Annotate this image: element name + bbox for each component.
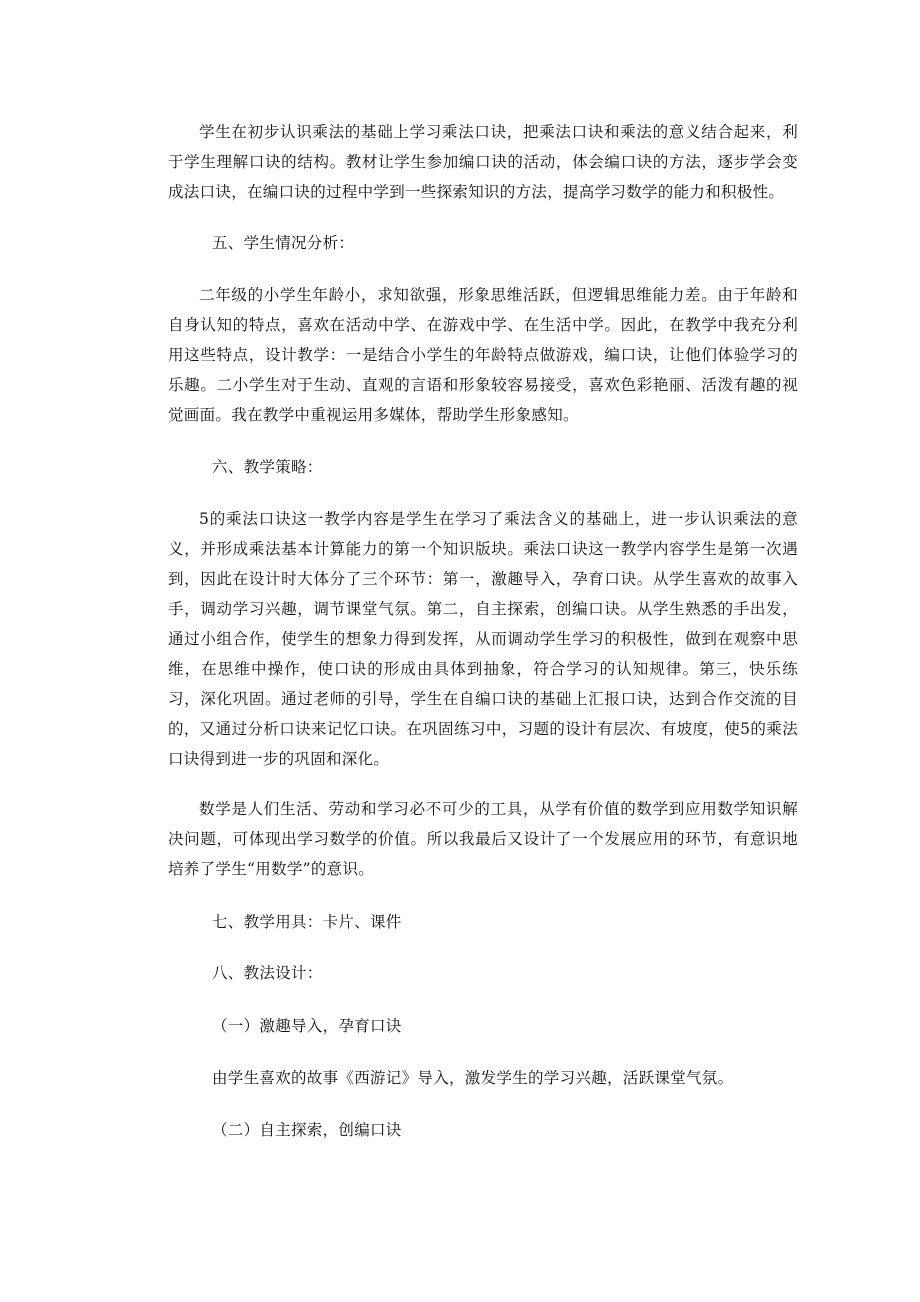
section-heading-method-design: 八、教法设计： [212, 964, 323, 982]
teaching-strategy-paragraph: 5的乘法口诀这一教学内容是学生在学习了乘法含义的基础上，进一步认识乘法的意义，并形成乘法基本计算能力的第一个知识版块。乘法口诀这一教学内容学生是第一次遇到，因此在设计时大体分了三个环节：第一，激趣导入，孕育口诀。从学生喜欢的故事入手，调动学习兴趣，调节课堂气氛。第二，自主探索，创编口诀。从学生熟悉的手出发，通过小组合作，使学生的想象力得到发挥，从而调动学生学习的积极性，做到在观察中思维，在思维中操作，使口诀的形成由具体到抽象，符合学习的认知规律。第三，快乐练习，深化巩固。通过老师的引导，学生在自编口诀的基础上汇报口诀，达到合作交流的目的，又通过分析口诀来记忆口诀。在巩固练习中，习题的设计有层次、有坡度，使5的乘法口诀得到进一步的巩固和深化。 [168, 510, 798, 768]
student-analysis-paragraph: 二年级的小学生年龄小，求知欲强，形象思维活跃，但逻辑思维能力差。由于年龄和自身认知的特点，喜欢在活动中学、在游戏中学、在生活中学。因此，在教学中我充分利用这些特点，设计教学：一是结合小学生的年龄特点做游戏，编口诀，让他们体验学习的乐趣。二小学生对于生动、直观的言语和形象较容易接受，喜欢色彩艳丽、活泼有趣的视觉画面。我在教学中重视运用多媒体，帮助学生形象感知。 [168, 286, 798, 424]
step-one-paragraph: 由学生喜欢的故事《西游记》导入，激发学生的学习兴趣，活跃课堂气氛。 [212, 1069, 734, 1087]
applied-math-paragraph: 数学是人们生活、劳动和学习必不可少的工具，从学有价值的数学到应用数学知识解决问题，可体现出学习数学的价值。所以我最后又设计了一个发展应用的环节，有意识地培养了学生“用数学”的意识。 [168, 800, 798, 878]
subheading-step-two: （二）自主探索，创编口诀 [212, 1121, 402, 1139]
subheading-step-one: （一）激趣导入，孕育口诀 [212, 1017, 402, 1035]
section-heading-teaching-strategy: 六、教学策略： [212, 458, 323, 476]
intro-paragraph: 学生在初步认识乘法的基础上学习乘法口诀，把乘法口诀和乘法的意义结合起来，利于学生理解口诀的结构。教材让学生参加编口诀的活动，体会编口诀的方法，逐步学会变成法口诀，在编口诀的过程中学到一些探索知识的方法，提高学习数学的能力和积极性。 [168, 123, 798, 201]
section-heading-student-analysis: 五、学生情况分析： [212, 234, 355, 252]
section-heading-teaching-tools: 七、教学用具：卡片、课件 [212, 913, 402, 931]
